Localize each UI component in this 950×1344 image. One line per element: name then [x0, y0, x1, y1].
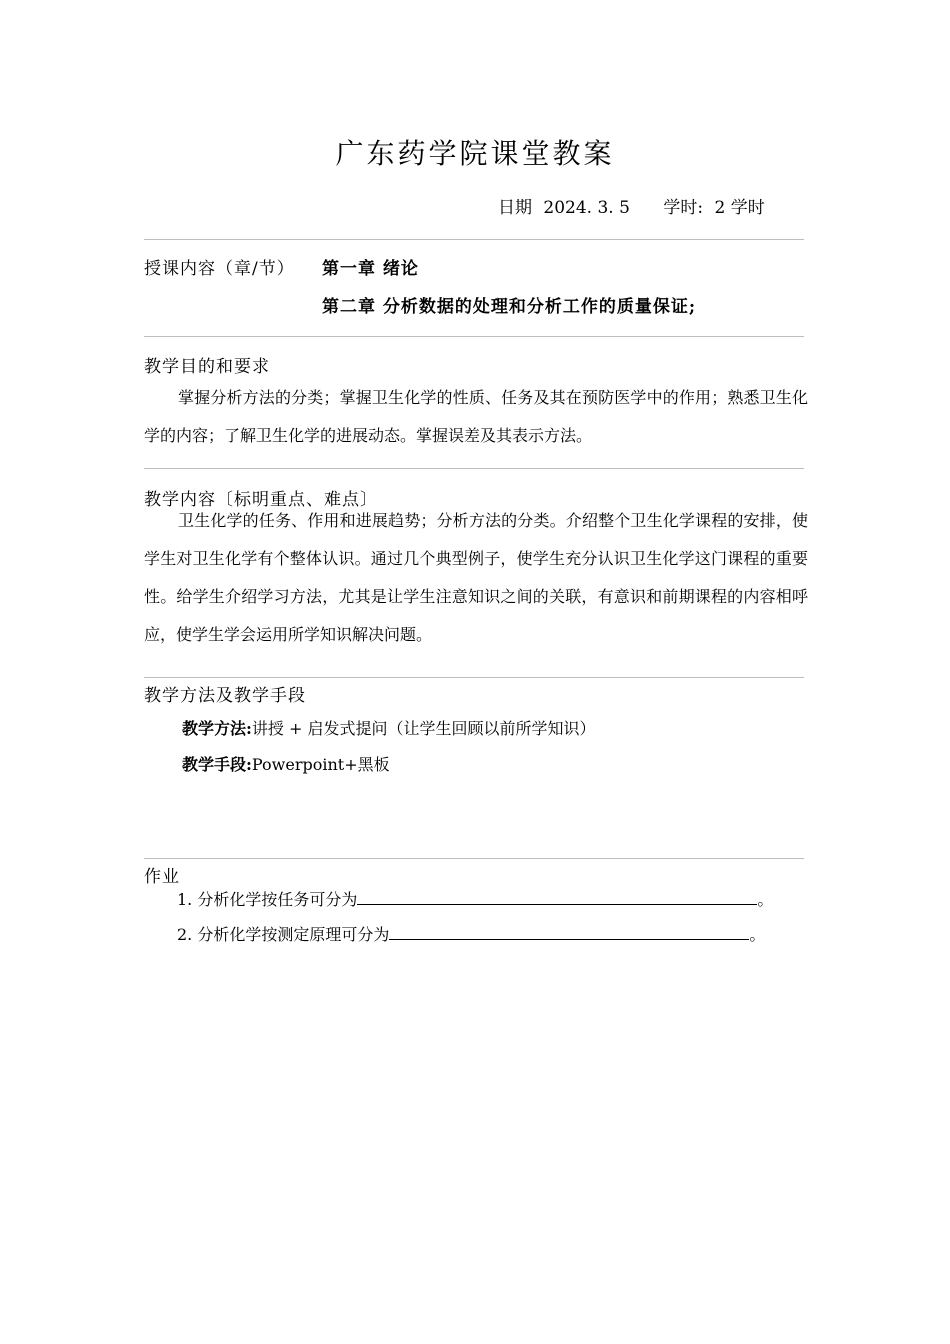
- divider: [144, 239, 804, 240]
- homework-item: [177, 922, 765, 945]
- date-value: 2024. 3. 5: [543, 198, 630, 218]
- homework-question: 1. 分析化学按任务可分为: [177, 890, 358, 909]
- teaching-means-value: Powerpoint+黑板: [251, 755, 390, 774]
- date-hours-line: [498, 193, 765, 218]
- divider: [144, 468, 804, 469]
- answer-blank[interactable]: [389, 923, 749, 940]
- chapter-2: 第二章 分析数据的处理和分析工作的质量保证;: [322, 297, 697, 317]
- hours-label: 学时:: [663, 198, 704, 218]
- date-label: 日期: [498, 198, 532, 218]
- objectives-label: 教学目的和要求: [144, 357, 270, 377]
- divider: [144, 858, 804, 859]
- homework-item: [177, 887, 773, 910]
- homework-end: 。: [749, 925, 766, 944]
- content-section-label: 授课内容（章/节）: [144, 259, 295, 279]
- answer-blank[interactable]: [357, 888, 757, 905]
- teaching-means-line: [182, 752, 390, 775]
- homework-question: 2. 分析化学按测定原理可分为: [177, 925, 390, 944]
- hours-value: 2 学时: [714, 198, 765, 218]
- teaching-method-value: 讲授 + 启发式提问（让学生回顾以前所学知识）: [251, 719, 596, 738]
- teaching-content-label: 教学内容〔标明重点、难点〕: [144, 490, 378, 510]
- homework-end: 。: [757, 890, 774, 909]
- teaching-content-text: 卫生化学的任务、作用和进展趋势；分析方法的分类。介绍整个卫生化学课程的安排，使学生对卫生化学有个整体认识。通过几个典型例子，使学生充分认识卫生化学这门课程的重要性。给学生介绍学习方法，尤其是让学生注意知识之间的关联，有意识和前期课程的内容相呼应，使学生学会运用所学知识解决问题。: [144, 511, 808, 644]
- methods-label: 教学方法及教学手段: [144, 686, 306, 706]
- homework-label: 作业: [144, 867, 180, 887]
- divider: [144, 336, 804, 337]
- chapter-1: 第一章 绪论: [322, 259, 419, 279]
- teaching-means-label: 教学手段:: [182, 755, 252, 774]
- divider: [144, 677, 804, 678]
- teaching-method-label: 教学方法:: [182, 719, 252, 738]
- teaching-method-line: [182, 716, 596, 739]
- objectives-text: 掌握分析方法的分类；掌握卫生化学的性质、任务及其在预防医学中的作用；熟悉卫生化学的内容；了解卫生化学的进展动态。掌握误差及其表示方法。: [144, 388, 808, 445]
- page-title: 广东药学院课堂教案: [335, 137, 615, 170]
